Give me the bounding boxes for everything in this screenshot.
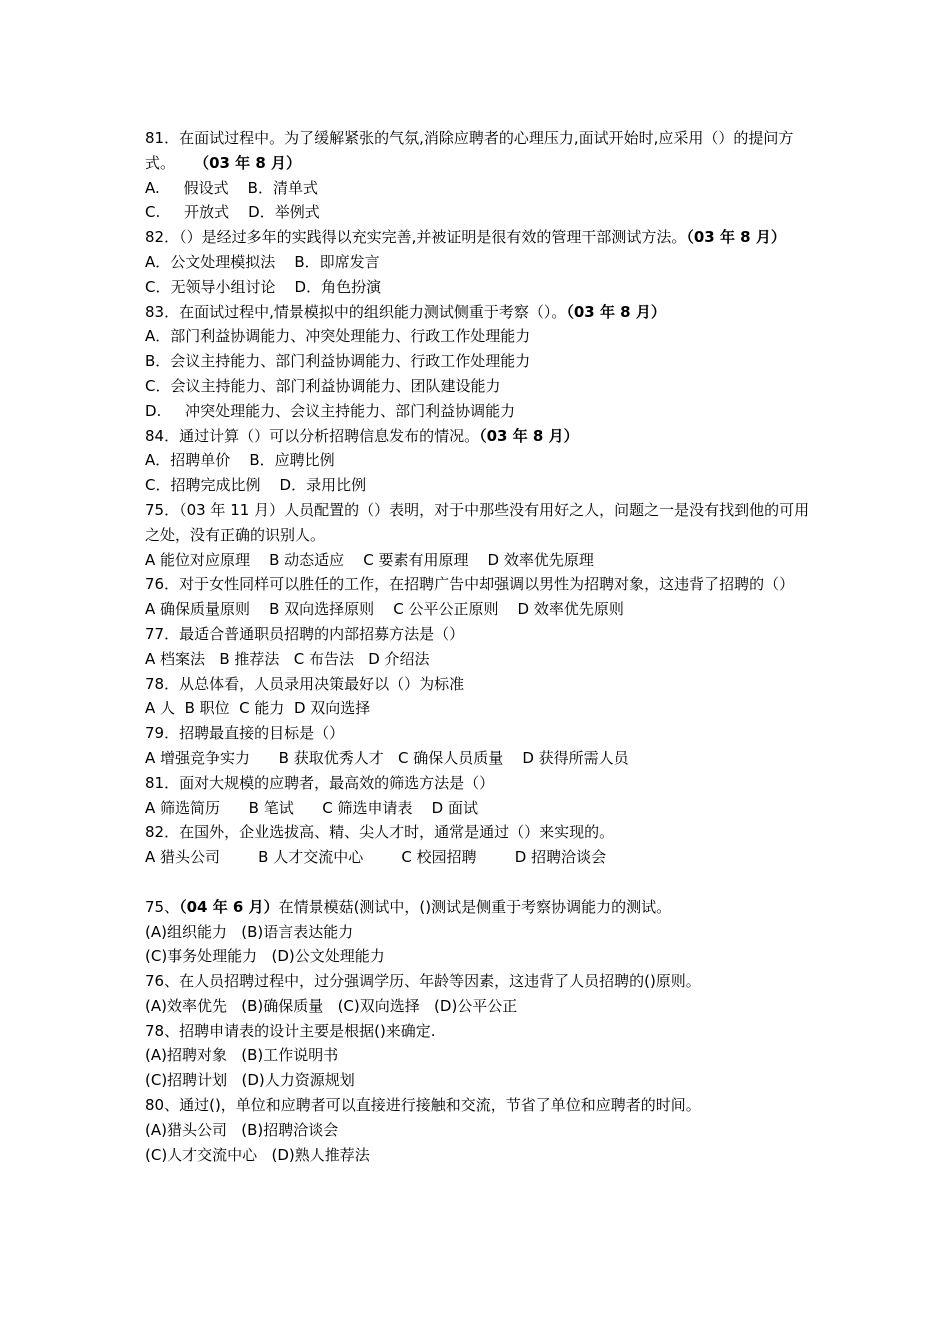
line-text: A．部门利益协调能力、冲突处理能力、行政工作处理能力 — [145, 327, 531, 346]
line-text: D. 冲突处理能力、会议主持能力、部门利益协调能力 — [145, 401, 516, 420]
line-text: 82．（）是经过多年的实践得以充实完善,并被证明是很有效的管理干部测试方法。 — [145, 228, 687, 247]
line-text: B．会议主持能力、部门利益协调能力、行政工作处理能力 — [145, 352, 531, 371]
line-text: 78、招聘申请表的设计主要是根据()来确定. — [145, 1021, 436, 1040]
line-text: C．会议主持能力、部门利益协调能力、团队建设能力 — [145, 376, 501, 395]
text-line — [145, 597, 815, 622]
line-text: (A)猎头公司 (B)招聘洽谈会 — [145, 1120, 339, 1139]
text-line — [145, 1043, 815, 1068]
line-text: A 人 B 职位 C 能力 D 双向选择 — [145, 699, 371, 718]
line-text: 76．对于女性同样可以胜任的工作，在招聘广告中却强调以男性为招聘对象，这违背了招聘的（） — [145, 575, 795, 594]
text-line — [145, 1143, 815, 1168]
text-line — [145, 796, 815, 821]
line-text: 81．面对大规模的应聘者，最高效的筛选方法是（） — [145, 773, 495, 792]
line-text: A 猎头公司 B 人才交流中心 C 校园招聘 D 招聘洽谈会 — [145, 848, 607, 867]
text-line — [145, 746, 815, 771]
line-text: 83．在面试过程中,情景模拟中的组织能力测试侧重于考察（）。 — [145, 302, 567, 321]
text-line — [145, 448, 815, 473]
text-line — [145, 622, 815, 647]
line-text: C．无领导小组讨论 D．角色扮演 — [145, 277, 382, 296]
text-line — [145, 969, 815, 994]
exam-date: （03 年 8 月） — [479, 426, 579, 445]
text-line — [145, 498, 815, 548]
text-line — [145, 696, 815, 721]
line-text: (C)招聘计划 (D)人力资源规划 — [145, 1071, 355, 1090]
text-line — [145, 771, 815, 796]
text-line — [145, 349, 815, 374]
line-text: A．公文处理模拟法 B．即席发言 — [145, 252, 380, 271]
text-line — [145, 324, 815, 349]
text-line — [145, 572, 815, 597]
exam-date: （03 年 8 月） — [566, 302, 666, 321]
text-line — [145, 721, 815, 746]
text-line — [145, 944, 815, 969]
text-line — [145, 424, 815, 449]
document-body — [145, 126, 815, 1167]
text-line — [145, 399, 815, 424]
line-text: (A)效率优先 (B)确保质量 (C)双向选择 (D)公平公正 — [145, 996, 518, 1015]
text-line — [145, 473, 815, 498]
line-text: C．招聘完成比例 D．录用比例 — [145, 476, 367, 495]
text-line — [145, 1068, 815, 1093]
line-text: 82．在国外，企业选拔高、精、尖人才时，通常是通过（）来实现的。 — [145, 823, 615, 842]
text-line — [145, 275, 815, 300]
line-text: 79．招聘最直接的目标是（） — [145, 724, 345, 743]
text-line — [145, 200, 815, 225]
text-line — [145, 548, 815, 573]
line-text: A 能位对应原理 B 动态适应 C 要素有用原理 D 效率优先原理 — [145, 550, 594, 569]
line-text: (C)事务处理能力 (D)公文处理能力 — [145, 947, 385, 966]
text-line — [145, 870, 815, 895]
line-text: A. 假设式 B．清单式 — [145, 178, 318, 197]
line-text: A 确保质量原则 B 双向选择原则 C 公平公正原则 D 效率优先原则 — [145, 600, 624, 619]
text-line — [145, 250, 815, 275]
text-line — [145, 176, 815, 201]
text-line — [145, 300, 815, 325]
line-text: (A)组织能力 (B)语言表达能力 — [145, 922, 354, 941]
exam-date: （03 年 8 月） — [194, 153, 302, 172]
line-text: A 增强竞争实力 B 获取优秀人才 C 确保人员质量 D 获得所需人员 — [145, 748, 629, 767]
exam-date: （04 年 6 月） — [179, 897, 279, 916]
exam-date: （03 年 8 月） — [686, 228, 786, 247]
text-line — [145, 647, 815, 672]
line-text: 80、通过()，单位和应聘者可以直接进行接触和交流，节省了单位和应聘者的时间。 — [145, 1096, 701, 1115]
line-text: 77．最适合普通职员招聘的内部招募方法是（） — [145, 624, 465, 643]
text-line — [145, 994, 815, 1019]
line-text: A．招聘单价 B．应聘比例 — [145, 451, 335, 470]
text-line — [145, 820, 815, 845]
text-line — [145, 1019, 815, 1044]
text-line — [145, 1118, 815, 1143]
text-line — [145, 895, 815, 920]
text-line — [145, 1093, 815, 1118]
line-text: 75．（03 年 11 月）人员配置的（）表明，对于中那些没有用好之人，问题之一是没有找到他的可用之处，没有正确的识别人。 — [145, 500, 810, 544]
line-text-after: 在情景模菇(测试中，()测试是侧重于考察协调能力的测试。 — [278, 897, 672, 916]
line-text: 76、在人员招聘过程中，过分强调学历、年龄等因素，这违背了人员招聘的()原则。 — [145, 972, 701, 991]
line-text: 84．通过计算（）可以分析招聘信息发布的情况。 — [145, 426, 480, 445]
line-text: (A)招聘对象 (B)工作说明书 — [145, 1046, 339, 1065]
line-text: 81．在面试过程中。为了缓解紧张的气氛,消除应聘者的心理压力,面试开始时,应采用（）的提问方式。 — [145, 129, 794, 172]
line-text: 75、 — [145, 897, 180, 916]
line-text: C. 开放式 D．举例式 — [145, 203, 320, 222]
text-line — [145, 920, 815, 945]
text-line — [145, 845, 815, 870]
line-text: (C)人才交流中心 (D)熟人推荐法 — [145, 1145, 370, 1164]
line-text: A 档案法 B 推荐法 C 布告法 D 介绍法 — [145, 649, 430, 668]
text-line — [145, 126, 815, 176]
text-line — [145, 374, 815, 399]
line-text: A 筛选简历 B 笔试 C 筛选申请表 D 面试 — [145, 798, 478, 817]
text-line — [145, 672, 815, 697]
text-line — [145, 225, 815, 250]
line-text: 78．从总体看，人员录用决策最好以（）为标准 — [145, 674, 465, 693]
